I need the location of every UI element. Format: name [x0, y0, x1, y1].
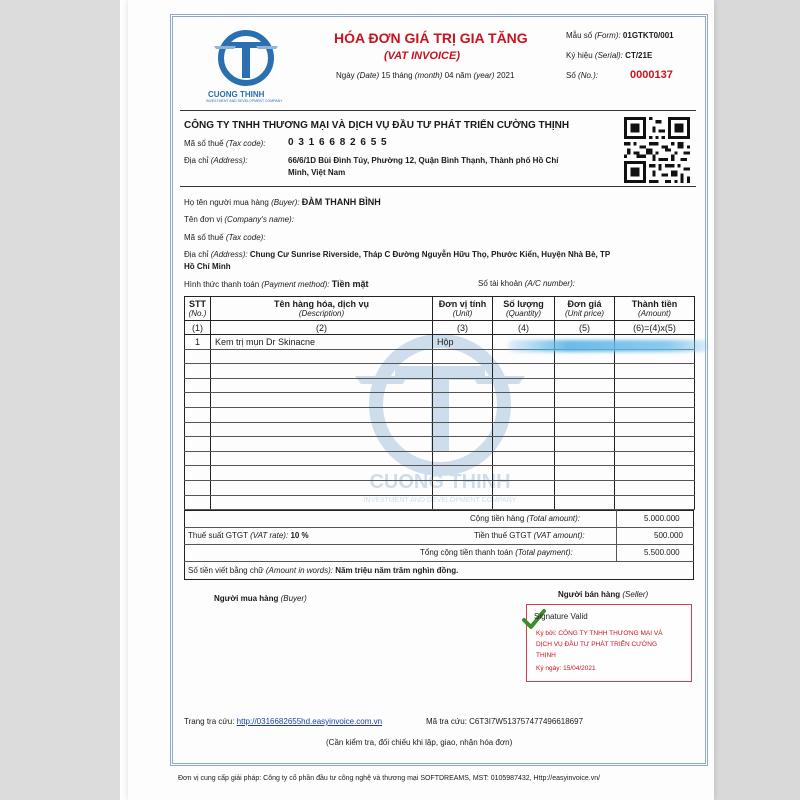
signature-valid-text: Signature Valid [534, 612, 588, 621]
logo-text: CUONG THINH [208, 90, 265, 99]
divider [180, 110, 696, 111]
buyer-tax-row: Mã số thuế (Tax code): [184, 233, 266, 242]
scan-background-left [0, 0, 120, 800]
logo-subtext: INVESTMENT AND DEVELOPMENT COMPANY [206, 99, 283, 103]
item-description: Kem trị mụn Dr Skinacne [211, 335, 433, 350]
amount-in-words: Số tiền viết bằng chữ (Amount in words): Năm triệu năm trăm nghìn đồng. [188, 566, 459, 575]
total-amount-value: 5.000.000 [644, 514, 680, 523]
header-description: Tên hàng hóa, dịch vụ (Description) [211, 297, 433, 321]
qr-code [624, 117, 690, 183]
divider [616, 510, 617, 561]
lookup-code-row: Mã tra cứu: C6T3I7W513757477496618697 [426, 717, 584, 726]
table-row-empty [185, 422, 695, 437]
item-no: 1 [185, 335, 211, 350]
vat-amount-value: 500.000 [654, 531, 683, 540]
table-row-empty [185, 451, 695, 466]
serial-number: Ký hiệu (Serial): CT/21E [566, 51, 653, 60]
divider [184, 544, 694, 545]
table-row-empty [185, 407, 695, 422]
seller-tax-label: Mã số thuế (Tax code): [184, 139, 266, 148]
redaction-blur [508, 340, 708, 352]
table-row-empty [185, 378, 695, 393]
signed-by-line3: THỊNH [536, 652, 556, 659]
buyer-address-row: Địa chỉ (Address): Chung Cư Sunrise Riverside, Tháp C Đường Nguyễn Hữu Thọ, Phước Kiển, Huyện Nhà Bè, TP [184, 250, 611, 259]
invoice-number-value: 0000137 [630, 69, 673, 81]
svg-text:INVESTMENT AND DEVELOPMENT COM: INVESTMENT AND DEVELOPMENT COMPANY [363, 497, 517, 504]
invoice-title: HÓA ĐƠN GIÁ TRỊ GIA TĂNG [334, 30, 528, 46]
table-header-row [185, 297, 695, 321]
invoice-number: Số (No.): [566, 71, 599, 80]
header-unit-price: Đơn giá (Unit price) [555, 297, 615, 321]
table-row-empty [185, 495, 695, 510]
svg-text:CUONG THINH: CUONG THINH [369, 471, 511, 493]
account-number-row: Số tài khoản (A/C number): [478, 279, 575, 288]
scan-background-right [714, 0, 800, 800]
table-row-empty [185, 393, 695, 408]
table-row-empty [185, 437, 695, 452]
buyer-company-row: Tên đơn vị (Company's name): [184, 215, 294, 224]
table-row-empty [185, 466, 695, 481]
total-amount-label: Cộng tiền hàng (Total amount): [470, 514, 581, 523]
buyer-name-row: Họ tên người mua hàng (Buyer): ĐÀM THANH BÌNH [184, 197, 381, 207]
lookup-note: (Cần kiểm tra, đối chiếu khi lập, giao, nhận hóa đơn) [326, 738, 513, 747]
header-quantity: Số lượng (Quantity) [493, 297, 555, 321]
vat-amount-label: Tiền thuế GTGT (VAT amount): [474, 531, 585, 540]
divider [180, 186, 696, 187]
items-table [184, 296, 695, 510]
divider [184, 561, 694, 562]
header-unit: Đơn vị tính (Unit) [433, 297, 493, 321]
seller-address-line1: 66/6/1D Bùi Đình Túy, Phường 12, Quận Bình Thạnh, Thành phố Hồ Chí [288, 156, 559, 165]
header-no: STT (No.) [185, 297, 211, 321]
table-row-empty [185, 364, 695, 379]
buyer-signature-label: Người mua hàng (Buyer) [214, 594, 307, 603]
header-amount: Thành tiền (Amount) [615, 297, 695, 321]
invoice-title-en: (VAT INVOICE) [384, 50, 460, 62]
table-row-empty [185, 480, 695, 495]
signed-by-line2: DỊCH VỤ ĐẦU TƯ PHÁT TRIỂN CƯỜNG [536, 641, 658, 648]
vat-rate-label: Thuế suất GTGT (VAT rate): 10 % [188, 531, 309, 540]
total-payment-label: Tổng cộng tiền thanh toán (Total payment): [420, 548, 573, 557]
seller-address-label: Địa chỉ (Address): [184, 156, 248, 165]
buyer-address-line2: Hồ Chí Minh [184, 262, 231, 271]
lookup-page-row: Trang tra cứu: http://0316682655hd.easyinvoice.com.vn [184, 717, 383, 726]
sign-date: Ký ngày: 15/04/2021 [536, 665, 596, 672]
invoice-date: Ngày (Date) 15 tháng (month) 04 năm (year) 2021 [336, 71, 515, 80]
signed-by-line1: Ký bởi: CÔNG TY TNHH THƯƠNG MẠI VÀ [536, 630, 663, 637]
item-unit: Hộp [433, 335, 493, 350]
total-payment-value: 5.500.000 [644, 548, 680, 557]
payment-method-row: Hình thức thanh toán (Payment method): Tiền mặt [184, 279, 369, 289]
seller-signature-label: Người bán hàng (Seller) [558, 590, 649, 599]
divider [184, 527, 694, 528]
seller-address-line2: Minh, Việt Nam [288, 168, 346, 177]
lookup-url-link[interactable]: http://0316682655hd.easyinvoice.com.vn [236, 717, 383, 726]
seller-tax-code: 0 3 1 6 6 8 2 6 5 5 [288, 137, 388, 148]
column-number-row: (1) (2) (3) (4) (5) (6)=(4)x(5) [185, 321, 695, 335]
seller-company: CÔNG TY TNHH THƯƠNG MẠI VÀ DỊCH VỤ ĐẦU TƯ PHÁT TRIỂN CƯỜNG THỊNH [184, 120, 570, 131]
footer-provider: Đơn vị cung cấp giải pháp: Công ty cổ phần đầu tư công nghệ và thương mại SOFTDREAMS, MST: 0105987432, Http://easyinvoice.vn/ [178, 775, 601, 782]
form-number: Mẫu số (Form): 01GTKT0/001 [566, 31, 674, 40]
